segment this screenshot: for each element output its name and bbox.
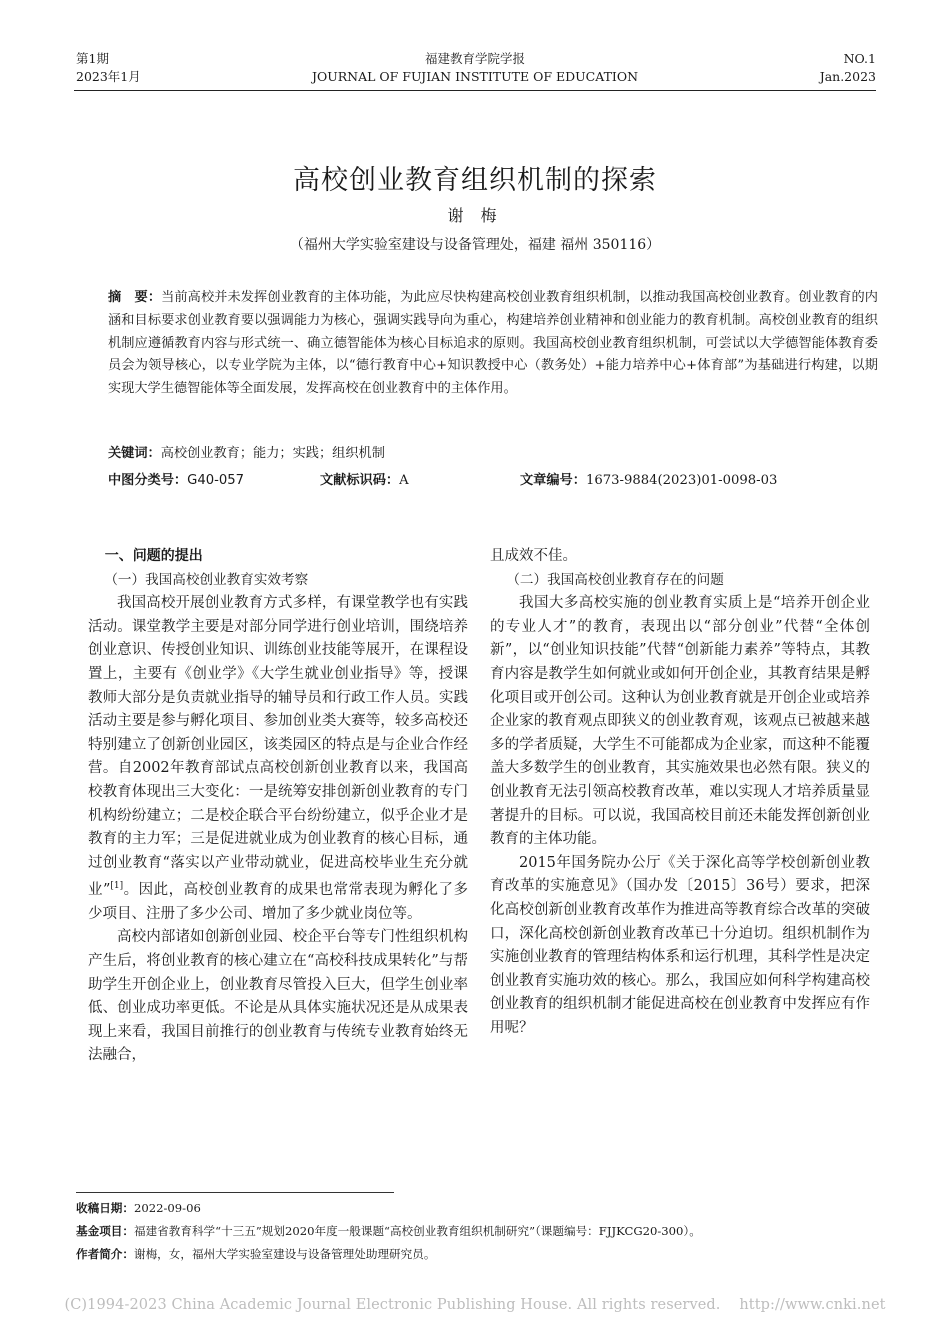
footnote-label: 基金项目： [76, 1224, 134, 1238]
header-issue-en: NO.1 [843, 51, 876, 66]
subsection-heading: （二）我国高校创业教育存在的问题 [506, 571, 724, 588]
header-journal-en: JOURNAL OF FUJIAN INSTITUTE OF EDUCATION [311, 69, 639, 84]
footnote-label: 作者简介： [76, 1247, 134, 1261]
article-number-label: 文章编号： [520, 473, 586, 488]
article-number-value: 1673-9884(2023)01-0098-03 [585, 473, 778, 488]
paragraph-text: 。因此，高校创业教育的成果也常常表现为孵化了多少项目、注册了多少公司、增加了多少就业岗位等。 [88, 882, 468, 922]
header-journal-cn: 福建教育学院学报 [424, 51, 525, 66]
body-column-left [88, 545, 468, 1068]
doc-code-block [320, 469, 409, 488]
footnote-received [76, 1199, 876, 1217]
paragraph-text: 我国高校开展创业教育方式多样，有课堂教学也有实践活动。课堂教学主要是对部分同学进行创业培训，围绕培养创业意识、传授创业知识、训练创业技能等展开，在课程设置上，主要有《创业学》《大学生就业创业指导》等，授课教师大部分是负责就业指导的辅导员和行政工作人员。实践活动主要是参与孵化项目、参加创业类大赛等，较多高校还特别建立了创新创业园区，该类园区的特点是与企业合作经营。自2002年教育部试点高校创新创业教育以来，我国高校教育体现出三大变化：一是统筹安排创新创业教育的专门机构纷纷建立；二是校企联合平台纷纷建立，似乎企业才是教育的主力军；三是促进就业成为创业教育的核心目标，通过创业教育“落实以产业带动就业，促进高校毕业生充分就业” [88, 595, 468, 899]
keywords-text: 高校创业教育；能力；实践；组织机制 [160, 446, 385, 461]
clc-block [108, 469, 244, 488]
abstract-text: 当前高校并未发挥创业教育的主体功能，为此应尽快构建高校创业教育组织机制，以推动我国高校创业教育。创业教育的内涵和目标要求创业教育要以强调能力为核心，强调实践导向为重心，构建培养创业精神和创业能力的教育机制。高校创业教育的组织机制应遵循教育内容与形式统一、确立德智能体为核心目标追求的原则。我国高校创业教育组织机制，可尝试以大学德智能体教育委员会为领导核心，以专业学院为主体，以“德行教育中心+知识教授中心（教务处）+能力培养中心+体育部”为基础进行构建，以期实现大学生德智能体等全面发展，发挥高校在创业教育中的主体作用。 [108, 290, 878, 397]
doc-code-value: A [399, 473, 409, 488]
body-column-right [490, 545, 870, 1040]
section-heading: 一、问题的提出 [104, 548, 203, 564]
keywords-label: 关键词： [108, 446, 161, 461]
keywords [108, 442, 878, 461]
subsection-heading: （一）我国高校创业教育实效考察 [104, 571, 309, 588]
footnote-text: 福建省教育科学“十三五”规划2020年度一般课题“高校创业教育组织机制研究”（课题编号：FJJKCG20-300）。 [133, 1224, 701, 1238]
citation-ref[interactable]: [1] [110, 881, 124, 892]
clc-label: 中图分类号： [108, 473, 188, 488]
header-date: 2023年1月 [76, 69, 141, 84]
footnote-text: 谢梅，女，福州大学实验室建设与设备管理处助理研究员。 [133, 1247, 436, 1261]
header-journal-block [0, 50, 950, 86]
paragraph-continuation: 且成效不佳。 [490, 548, 577, 564]
paragraph: 2015年国务院办公厅《关于深化高等学校创新创业教育改革的实施意见》（国办发〔2015〕36号）要求，把深化高校创新创业教育改革作为推进高等教育综合改革的突破口，深化高校创新创业教育改革已十分迫切。组织机制作为实施创业教育的管理结构体系和运行机理，其科学性是决定创业教育实施功效的核心。那么，我国应如何科学构建高校创业教育的组织机制才能促进高校在创业教育中发挥应有作用呢？ [490, 854, 870, 1036]
article-author: 谢 梅 [447, 206, 503, 225]
clc-value: G40-057 [187, 473, 245, 488]
abstract [108, 287, 878, 401]
copyright-footer: (C)1994-2023 China Academic Journal Electronic Publishing House. All rights reserved. http://www.cnki.net [64, 1297, 886, 1313]
footnote-label: 收稿日期： [76, 1201, 134, 1215]
abstract-label: 摘 要： [108, 290, 162, 305]
doc-code-label: 文献标识码： [320, 473, 400, 488]
article-affiliation: （福州大学实验室建设与设备管理处，福建 福州 350116） [289, 237, 661, 253]
header-issue-en-block [820, 50, 876, 86]
paragraph: 高校内部诸如创新创业园、校企平台等专门性组织机构产生后，将创业教育的核心建立在“高校科技成果转化”与帮助学生开创企业上，创业教育尽管投入巨大，但学生创业率低、创业成功率更低。不论是从具体实施状况还是从成果表现上来看，我国目前推行的创业教育与传统专业教育始终无法融合， [88, 929, 468, 1064]
paragraph [88, 592, 468, 926]
header-issue: 第1期 [76, 51, 109, 66]
footnote-fund [76, 1222, 876, 1240]
header-date-en: Jan.2023 [819, 69, 876, 84]
article-title: 高校创业教育组织机制的探索 [293, 165, 657, 196]
paragraph: 我国大多高校实施的创业教育实质上是“培养开创企业的专业人才”的教育，表现出以“部分创业”代替“全体创新”，以“创业知识技能”代替“创新能力素养”等特点，其教育内容是教学生如何就业或如何开创企业，其教育结果是孵化项目或开创公司。这种认为创业教育就是开创企业或培养企业家的教育观点即狭义的创业教育观，该观点已被越来越多的学者质疑，大学生不可能都成为企业家，而这种不能覆盖大多数学生的创业教育，其实施效果也必然有限。狭义的创业教育无法引领高校教育改革，难以实现人才培养质量显著提升的目标。可以说，我国高校目前还未能发挥创新创业教育的主体功能。 [490, 595, 870, 848]
header-rule [74, 90, 876, 91]
article-number-block [520, 469, 777, 488]
footnote-rule [76, 1192, 394, 1193]
footnote-author [76, 1245, 876, 1263]
footnote-text: 2022-09-06 [133, 1201, 201, 1215]
